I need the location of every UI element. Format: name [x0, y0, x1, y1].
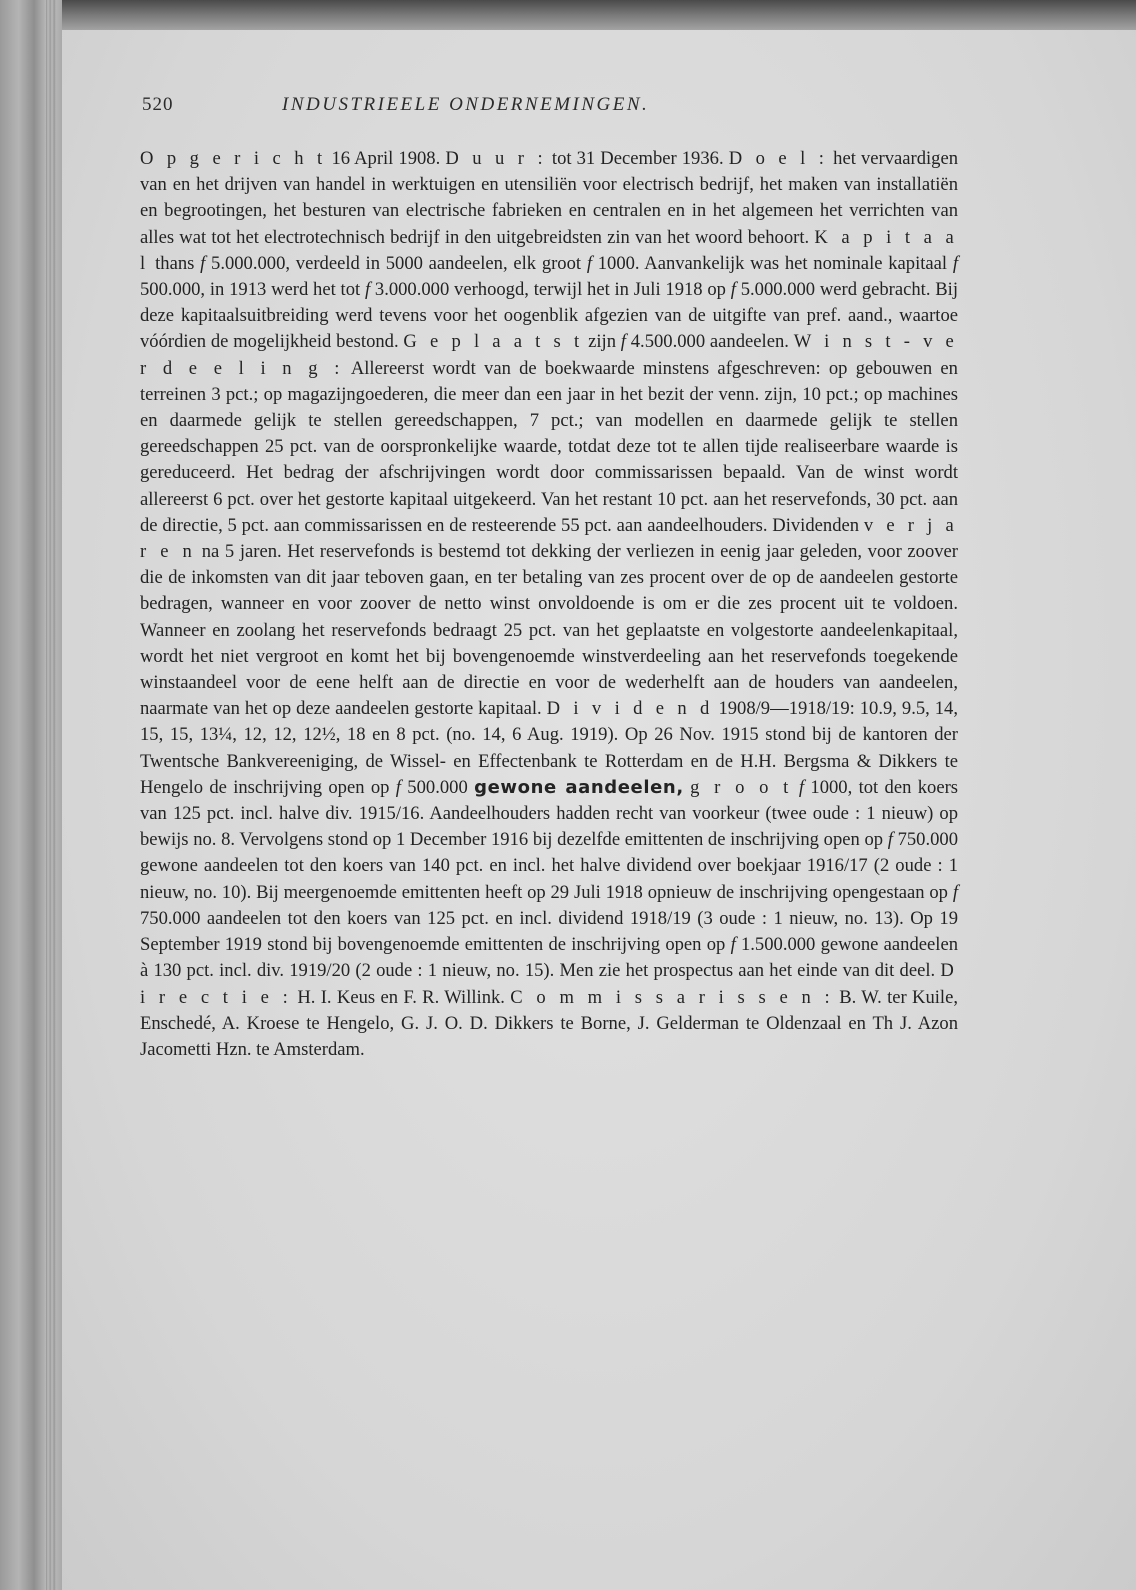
text-run: 4.500.000 aandeelen.	[625, 331, 794, 353]
spaced-heading: O p g e r i c h t	[140, 148, 327, 169]
spaced-heading: D i v i d e n d	[546, 698, 714, 720]
text-run: Allereerst wordt van de boekwaarde minstens afgeschreven: op gebouwen en terreinen 3 pct.; op magazijngoederen, die meer dan een jaar in het bezit der venn. zijn, 10 pct.; op machines en daarmede gelijk te stellen gereedschappen, 7 pct.; van modellen en daarmede gelijk te stellen gereedschappen 25 pct. van de oorspronkelijke waarde, totdat deze tot te allen tijde realiseerbare waarde is gereduceerd. Het bedrag der afschrijvingen wordt door commissarissen bepaald. Van de winst wordt allereerst 6 pct. over het gestorte kapitaal uitgekeerd. Van het restant 10 pct. aan het reservefonds, 30 pct. aan de directie, 5 pct. aan commissarissen en de resteerende 55 pct. aan aandeelhouders. Dividenden	[140, 357, 958, 536]
running-title: INDUSTRIEELE ONDERNEMINGEN.	[282, 94, 650, 115]
text-run: 5.000.000 werd gebracht. Bij deze kapitaalsuitbreiding werd tevens voor het oogenblik afgezien van de uitgifte van pref. aand., waartoe vóórdien de mogelijkheid bestond.	[140, 279, 958, 353]
text-run: na 5 jaren. Het reservefonds is bestemd tot dekking der verliezen in eenig jaar geleden, voor zoover die de inkomsten van dit jaar teboven gaan, en ter betaling van zes procent over de op de aandeelen gestorte bedragen, wanneer en voor zoover de netto winst onvoldoende is om er die zes procent uit te voldoen. Wanneer en zoolang het reservefonds bedraagt 25 pct. van het geplaatste en volgestorte aandeelenkapitaal, wordt het niet vergroot en komt het bij bovengenoemde winstverdeeling aan het reservefonds toegekende winstaandeel voor de eene helft aan de directie en voor de wederhelft aan de houders van aandeelen, naarmate van het op deze aandeelen gestorte kapitaal.	[140, 541, 959, 720]
text-run: 750.000 gewone aandeelen tot den koers van 140 pct. en incl. het halve dividend over boekjaar 1916/17 (2 oude : 1 nieuw, no. 10). Bij meergenoemde emittenten heeft op 29 Juli 1918 opnieuw de inschrijving opengestaan op	[140, 829, 959, 903]
florin-sign: f	[395, 776, 401, 798]
text-run: 5.000.000, verdeeld in 5000 aandeelen, elk groot	[205, 252, 587, 274]
florin-sign: f	[952, 881, 958, 903]
bold-emphasis: gewone aandeelen,	[474, 776, 684, 798]
text-run: thans	[149, 252, 201, 274]
text-run: 1000, tot den koers van 125 pct. incl. halve div. 1915/16. Aandeelhouders hadden recht van voorkeur (twee oude : 1 nieuw) op bewijs no. 8. Vervolgens stond op 1 December 1916 bij dezelfde emittenten de inschrijving open op	[140, 776, 958, 851]
florin-sign: f	[798, 776, 805, 798]
text-run: zijn	[583, 331, 621, 353]
text-run: 1908/9—1918/19: 10.9, 9.5, 14, 15, 15, 13¼, 12, 12, 12½, 18 en 8 pct. (no. 14, 6 Aug. 1919). Op 26 Nov. 1915 stond bij de kantoren der Twentsche Bankvereeniging, de Wissel- en Effectenbank te Rotterdam en de H.H. Bergsma & Dikkers te Hengelo de inschrijving open op	[140, 698, 958, 798]
text-run: 750.000 aandeelen tot den koers van 125 pct. en incl. dividend 1918/19 (3 oude : 1 nieuw, no. 13). Op 19 September 1919 stond bij bovengenoemde emittenten de inschrijving open op	[140, 907, 958, 956]
text-run: het vervaardigen van en het drijven van handel in werktuigen en utensiliën voor electrisch bedrijf, het maken van installatiën en begrootingen, het besturen van electrische fabrieken en centralen en in het algemeen het verrichten van alles wat tot het electrotechnisch bedrijf in den uitgebreidsten zin van het woord behoort.	[140, 148, 959, 248]
spaced-heading: G e p l a a t s t	[403, 331, 584, 353]
spaced-heading: v e r j a r e n	[140, 514, 958, 563]
florin-sign: f	[620, 331, 626, 353]
spaced-heading: D i r e c t i e :	[140, 960, 958, 1008]
text-run: 500.000	[400, 776, 475, 798]
text-run: 1.500.000 gewone aandeelen à 130 pct. incl. div. 1919/20 (2 oude : 1 nieuw, no. 15). Men zie het prospectus aan het einde van dit deel.	[140, 934, 958, 982]
text-run: 16 April 1908.	[326, 148, 446, 169]
spaced-heading: W i n s t - v e r d e e l i n g :	[140, 331, 959, 379]
text-run: tot 31 December 1936.	[546, 148, 729, 169]
florin-sign: f	[200, 252, 206, 274]
book-page-edges	[0, 0, 62, 1590]
spaced-heading: K a p i t a a l	[140, 226, 958, 274]
spaced-heading: D o e l :	[728, 148, 829, 169]
text-run: 1000. Aanvankelijk was het nominale kapitaal	[591, 252, 953, 274]
page-number: 520	[142, 94, 174, 115]
florin-sign: f	[730, 934, 736, 956]
text-run: 500.000, in 1913 werd het tot	[140, 279, 365, 301]
florin-sign: f	[586, 252, 592, 274]
florin-sign: f	[887, 829, 893, 851]
text-run: B. W. ter Kuile, Enschedé, A. Kroese te Hengelo, G. J. O. D. Dikkers te Borne, J. Gelderman te Oldenzaal en Th J. Azon Jacometti Hzn. te Amsterdam.	[140, 986, 958, 1060]
florin-sign: f	[364, 279, 371, 301]
florin-sign: f	[730, 279, 736, 301]
spaced-heading: D u u r :	[445, 148, 547, 169]
spaced-heading: g r o o t	[690, 776, 793, 798]
article-body	[140, 146, 958, 1063]
spaced-heading: C o m m i s s a r i s s e n :	[510, 986, 834, 1008]
florin-sign: f	[952, 252, 958, 274]
text-run: H. I. Keus en F. R. Willink.	[291, 986, 511, 1008]
text-run: 3.000.000 verhoogd, terwijl het in Juli 1918 op	[370, 279, 731, 301]
